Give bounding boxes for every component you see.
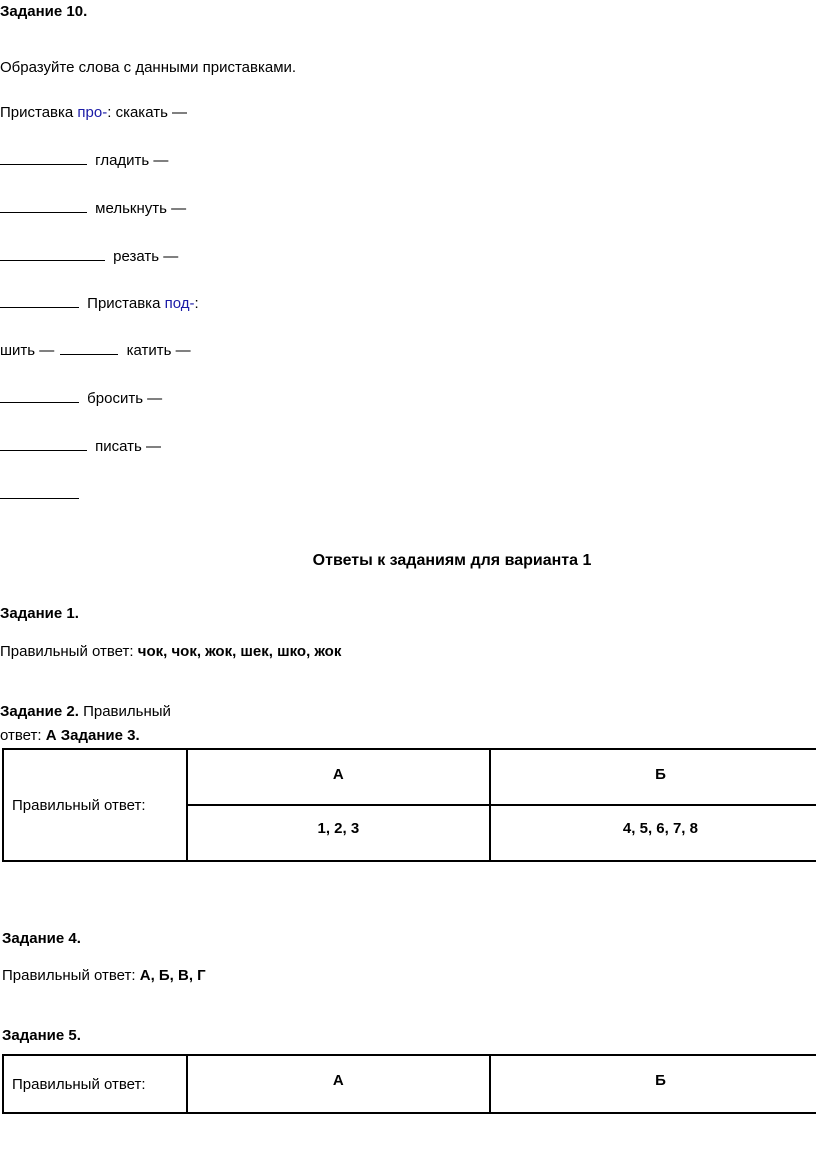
answer-label: Правильный ответ: xyxy=(2,967,140,984)
task2-answer-line xyxy=(0,726,140,746)
answer-blank[interactable] xyxy=(60,340,118,355)
answer-blank[interactable] xyxy=(0,388,79,403)
exercise-line-rezat xyxy=(0,246,178,267)
word-katit: катить — xyxy=(126,342,191,359)
task4-title: Задание 4. xyxy=(2,930,81,947)
task2-title: Задание 2. xyxy=(0,703,79,720)
exercise-line-brosit xyxy=(0,388,162,409)
prefix-pro-line xyxy=(0,103,187,123)
task2-answer: А xyxy=(45,727,57,744)
prefix-label: Приставка xyxy=(0,104,78,121)
task5-table xyxy=(2,1054,816,1114)
prefix-pod: под- xyxy=(164,295,195,312)
prefix-pod-line xyxy=(0,293,199,314)
answer-blank[interactable] xyxy=(0,246,105,261)
task10-title: Задание 10. xyxy=(0,3,88,20)
word-brosit: бросить — xyxy=(87,390,163,407)
word-pisat: писать — xyxy=(95,438,162,455)
table-header-a: А xyxy=(187,1055,490,1113)
task3-title: Задание 3. xyxy=(60,727,140,744)
exercise-line-gladit xyxy=(0,150,168,171)
prefix-pod-tail: : xyxy=(194,295,199,312)
task2-line xyxy=(0,702,171,722)
answer-label: Правильный ответ: xyxy=(0,643,138,660)
table-row-label: Правильный ответ: xyxy=(3,1055,187,1113)
table-value-b: 4, 5, 6, 7, 8 xyxy=(490,805,816,861)
answer-blank[interactable] xyxy=(0,198,87,213)
table-header-b: Б xyxy=(490,1055,816,1113)
prefix-pro: про- xyxy=(77,104,108,121)
prefix-label: Приставка xyxy=(87,295,165,312)
exercise-line-last xyxy=(0,484,79,505)
table-row-label: Правильный ответ: xyxy=(3,749,187,861)
table-header-b: Б xyxy=(490,749,816,805)
task1-answer: чок, чок, жок, шек, шко, жок xyxy=(137,643,342,660)
task10-instruction: Образуйте слова с данными приставками. xyxy=(0,59,297,76)
exercise-line-shit-katit xyxy=(0,340,191,361)
task2-text: Правильный xyxy=(78,703,171,720)
word-gladit: гладить — xyxy=(95,152,169,169)
prefix-pro-tail: : скакать — xyxy=(107,104,188,121)
answer-blank[interactable] xyxy=(0,150,87,165)
answer-label: ответ: xyxy=(0,727,46,744)
answer-blank[interactable] xyxy=(0,293,79,308)
answer-blank[interactable] xyxy=(0,484,79,499)
answers-heading: Ответы к заданиям для варианта 1 xyxy=(312,552,592,569)
task1-answer-line xyxy=(0,642,341,662)
task3-table xyxy=(2,748,816,862)
answer-blank[interactable] xyxy=(0,436,87,451)
task4-answer-line xyxy=(2,966,206,986)
table-header-a: А xyxy=(187,749,490,805)
word-shit: шить — xyxy=(0,342,55,359)
task1-title: Задание 1. xyxy=(0,605,79,622)
task5-title: Задание 5. xyxy=(2,1027,81,1044)
exercise-line-pisat xyxy=(0,436,161,457)
word-rezat: резать — xyxy=(113,248,179,265)
task4-answer: А, Б, В, Г xyxy=(139,967,206,984)
exercise-line-melknut xyxy=(0,198,186,219)
table-value-a: 1, 2, 3 xyxy=(187,805,490,861)
word-melknut: мелькнуть — xyxy=(95,200,187,217)
